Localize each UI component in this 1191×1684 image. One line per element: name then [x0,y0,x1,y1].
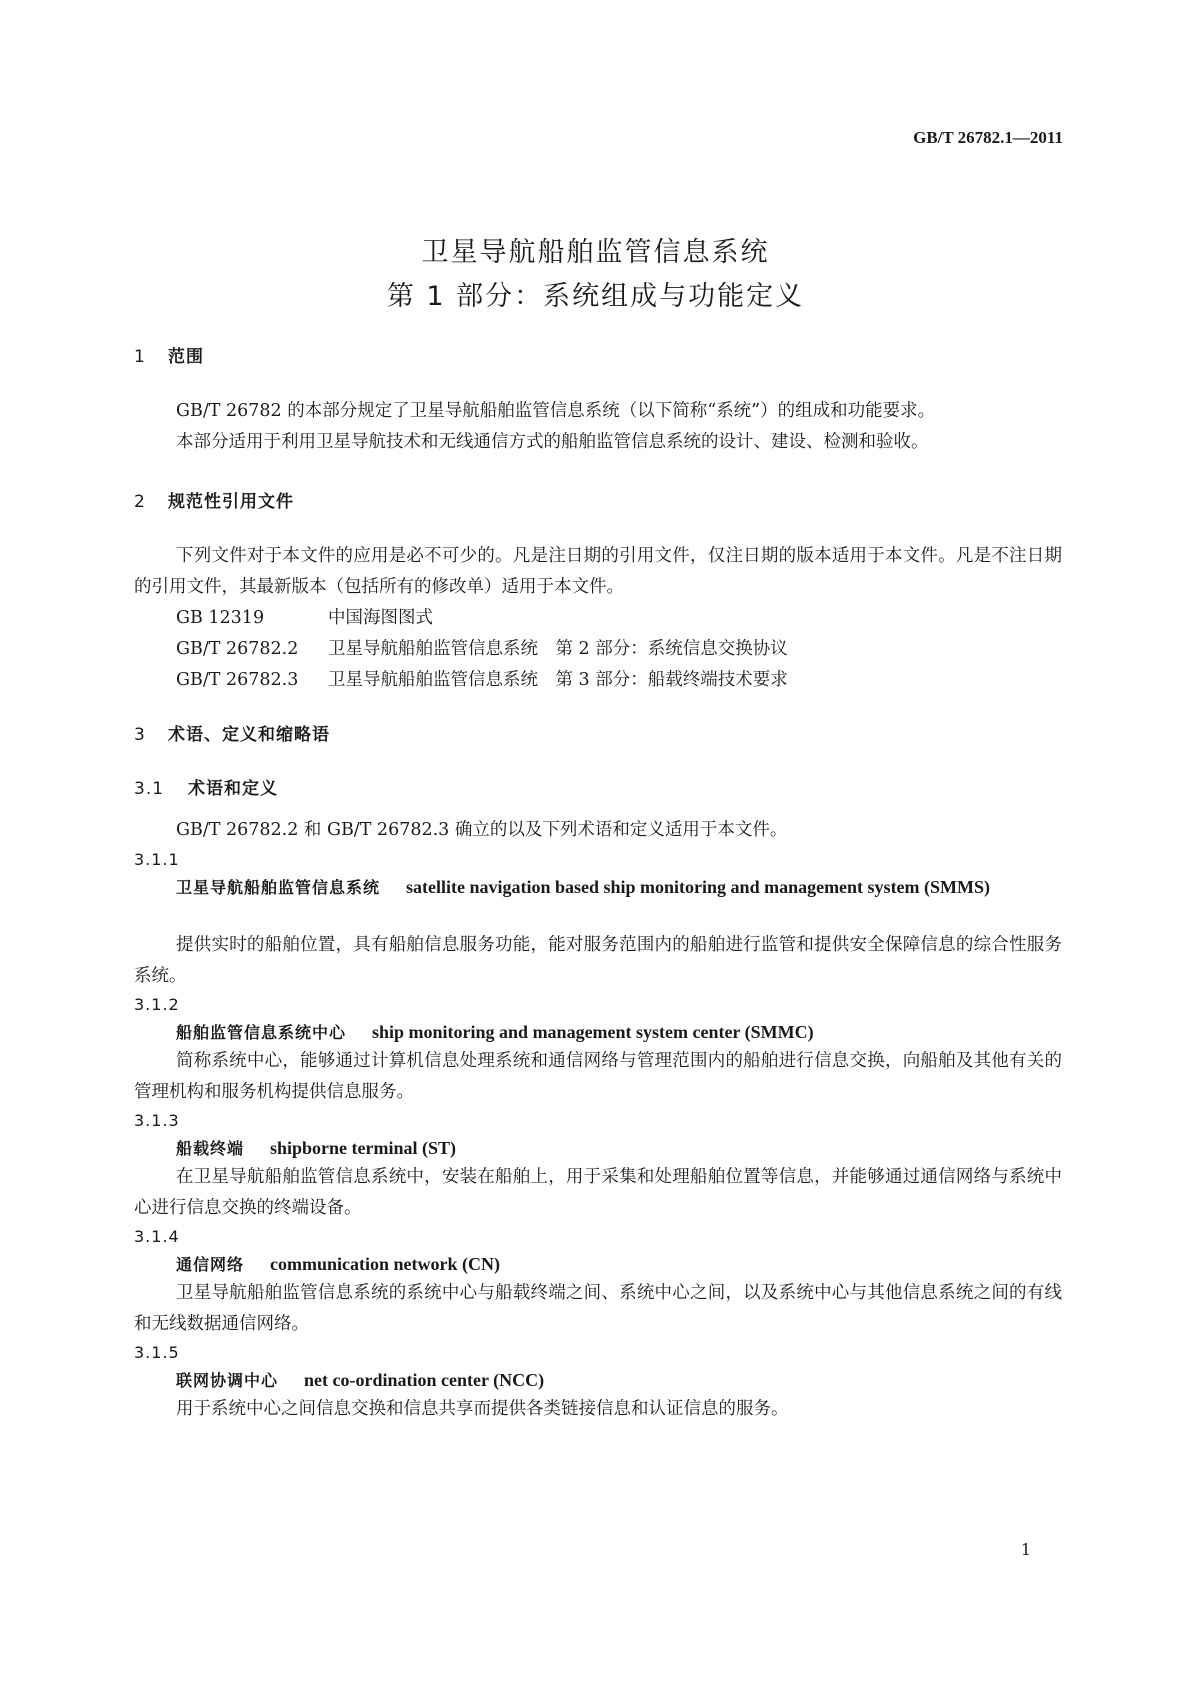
term-heading [134,872,1062,904]
page-number: 1 [1020,1540,1031,1559]
reference-code: GB 12319 [176,608,265,628]
term-english: net co-ordination center (NCC) [304,1370,545,1390]
subsection-heading [134,774,278,799]
term-chinese: 船舶监管信息系统中心 [176,1023,347,1042]
reference-title: 中国海图图式 [328,608,433,628]
document-title: 卫星导航船舶监管信息系统 [421,237,770,268]
section-title: 术语、定义和缩略语 [168,725,330,745]
term-definition: 在卫星导航船舶监管信息系统中，安装在船舶上，用于采集和处理船舶位置等信息，并能够通过通信网络与系统中心进行信息交换的终端设备。 [134,1167,1062,1218]
term-number: 3.1.5 [134,1343,180,1362]
list-item [176,603,788,634]
section-number: 1 [134,347,146,367]
term-chinese: 联网协调中心 [176,1371,279,1390]
section-2-heading [134,487,294,512]
term-number: 3.1.2 [134,995,180,1014]
term-heading [134,1249,1062,1281]
reference-code: GB/T 26782.3 [176,670,299,690]
section-number: 2 [134,492,146,512]
paragraph: 本部分适用于利用卫星导航技术和无线通信方式的船舶监管信息系统的设计、建设、检测和验收。 [176,432,929,452]
reference-title: 卫星导航船舶监管信息系统 第 2 部分：系统信息交换协议 [328,639,788,659]
reference-title: 卫星导航船舶监管信息系统 第 3 部分：船载终端技术要求 [328,670,788,690]
term-english: communication network (CN) [270,1254,500,1274]
paragraph: GB/T 26782 的本部分规定了卫星导航船舶监管信息系统（以下简称“系统”）的组成和功能要求。 [176,401,936,421]
subsection-title: 术语和定义 [188,779,278,799]
term-heading [134,1133,1062,1165]
term-number: 3.1.3 [134,1111,180,1130]
term-heading [134,1365,1062,1397]
standard-code: GB/T 26782.1—2011 [913,128,1063,147]
section-1-heading [134,342,204,367]
term-chinese: 船载终端 [176,1139,245,1158]
paragraph: 下列文件对于本文件的应用是必不可少的。凡是注日期的引用文件，仅注日期的版本适用于本文件。凡是不注日期的引用文件，其最新版本（包括所有的修改单）适用于本文件。 [134,546,1062,597]
term-definition: 卫星导航船舶监管信息系统的系统中心与船载终端之间、系统中心之间，以及系统中心与其他信息系统之间的有线和无线数据通信网络。 [134,1283,1062,1334]
reference-list [176,603,788,696]
term-english: satellite navigation based ship monitoring and management system (SMMS) [406,877,991,897]
term-definition: 简称系统中心，能够通过计算机信息处理系统和通信网络与管理范围内的船舶进行信息交换，向船舶及其他有关的管理机构和服务机构提供信息服务。 [134,1051,1062,1102]
term-definition: 提供实时的船舶位置，具有船舶信息服务功能，能对服务范围内的船舶进行监管和提供安全保障信息的综合性服务系统。 [134,935,1062,986]
term-english: shipborne terminal (ST) [270,1138,457,1158]
list-item [176,634,788,665]
section-title: 范围 [168,347,204,367]
term-definition: 用于系统中心之间信息交换和信息共享而提供各类链接信息和认证信息的服务。 [176,1399,789,1419]
term-chinese: 卫星导航船舶监管信息系统 [176,878,381,897]
subsection-number: 3.1 [134,779,165,799]
term-number: 3.1.4 [134,1227,180,1246]
term-chinese: 通信网络 [176,1255,245,1274]
list-item [176,665,788,696]
term-number: 3.1.1 [134,850,180,869]
section-title: 规范性引用文件 [168,492,294,512]
section-number: 3 [134,725,146,745]
term-english: ship monitoring and management system center (SMMC) [372,1022,814,1042]
document-subtitle: 第 1 部分：系统组成与功能定义 [386,281,805,312]
reference-code: GB/T 26782.2 [176,639,299,659]
section-3-heading [134,720,330,745]
term-heading [134,1017,1062,1049]
paragraph: GB/T 26782.2 和 GB/T 26782.3 确立的以及下列术语和定义适用于本文件。 [176,820,788,840]
